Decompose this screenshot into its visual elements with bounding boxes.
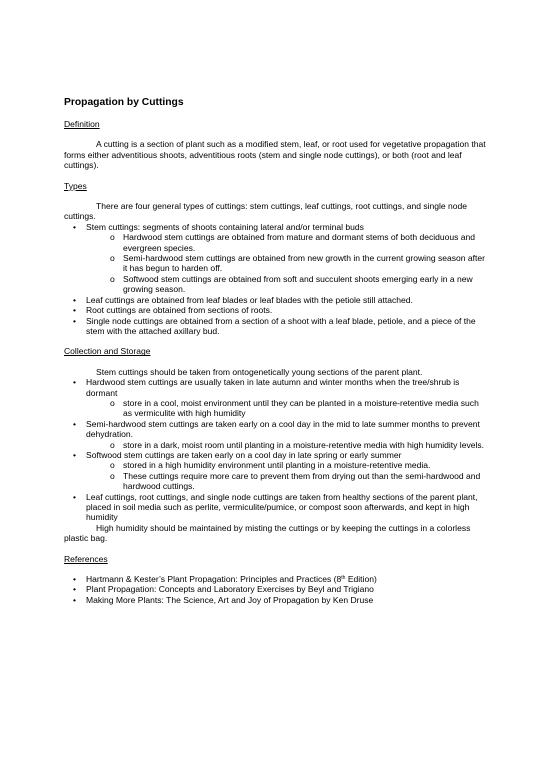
collection-list xyxy=(64,377,489,523)
reference-item-hartmann xyxy=(64,574,489,584)
list-item-text: Softwood stem cuttings are obtained from soft and succulent shoots emerging early in a new growing season. xyxy=(123,273,473,295)
bullet-icon: • xyxy=(73,491,76,502)
sub-bullet-icon: o xyxy=(110,439,115,450)
reference-text: Making More Plants: The Science, Art and Joy of Propagation by Ken Druse xyxy=(86,594,374,605)
list-item-text: store in a cool, moist environment until they can be planted in a moisture-retentive media such as vermiculite with high humidity xyxy=(123,397,479,419)
types-list xyxy=(64,222,489,336)
types-heading: Types xyxy=(64,180,87,191)
references-heading: References xyxy=(64,553,108,564)
sub-bullet-icon: o xyxy=(110,232,115,243)
bullet-icon: • xyxy=(73,584,76,595)
list-item-leaf-cuttings xyxy=(64,295,489,305)
humidity-paragraph: High humidity should be maintained by misting the cuttings or by keeping the cuttings in a colorless plastic bag. xyxy=(64,522,471,544)
reference-text: Plant Propagation: Concepts and Laboratory Exercises by Beyl and Trigiano xyxy=(86,584,374,595)
superscript-th: th xyxy=(341,575,346,582)
reference-text: Hartmann & Kester’s Plant Propagation: Principles and Practices (8th Edition) xyxy=(86,574,377,585)
list-item-text: Softwood stem cuttings are taken early on a cool day in late spring or early summer xyxy=(86,449,402,460)
definition-heading: Definition xyxy=(64,119,100,129)
sub-bullet-icon: o xyxy=(110,460,115,471)
sub-list-item-softwood xyxy=(64,274,489,295)
list-item-text: stored in a high humidity environment until planting in a moisture-retentive media. xyxy=(123,460,431,471)
definition-paragraph: A cutting is a section of plant such as a modified stem, leaf, or root used for vegetative propagation that forms either adventitious shoots, adventitious roots (stem and single node cuttings), or both (root and leaf cuttings). xyxy=(64,139,486,171)
bullet-icon: • xyxy=(73,418,76,429)
sub-list-item-semi-hardwood-storage xyxy=(64,440,489,450)
reference-item-druse xyxy=(64,595,489,605)
references-list xyxy=(64,574,489,605)
list-item-softwood-collection xyxy=(64,450,489,460)
reference-item-beyl xyxy=(64,584,489,594)
sub-list-item-hardwood-storage xyxy=(64,398,489,419)
bullet-icon: • xyxy=(73,574,76,585)
sub-bullet-icon: o xyxy=(110,253,115,264)
collection-heading: Collection and Storage xyxy=(64,346,151,357)
bullet-icon: • xyxy=(73,315,76,326)
sub-list-item-softwood-storage xyxy=(64,460,489,470)
bullet-icon: • xyxy=(73,294,76,305)
bullet-icon: • xyxy=(73,305,76,316)
page-title: Propagation by Cuttings xyxy=(64,97,184,108)
list-item-other-cuttings-collection xyxy=(64,492,489,523)
list-item-text: Hardwood stem cuttings are obtained from mature and dormant stems of both deciduous and evergreen species. xyxy=(123,232,476,253)
bullet-icon: • xyxy=(73,221,76,232)
collection-intro-paragraph: Stem cuttings should be taken from ontogenetically young sections of the parent plant. xyxy=(96,366,423,377)
list-item-text: Single node cuttings are obtained from a section of a shoot with a leaf blade, petiole, and a piece of the stem with the attached axillary bud. xyxy=(86,315,476,336)
list-item-single-node-cuttings xyxy=(64,316,489,337)
bullet-icon: • xyxy=(73,449,76,460)
sub-bullet-icon: o xyxy=(110,397,115,408)
sub-list-item-hardwood xyxy=(64,232,489,253)
bullet-icon: • xyxy=(73,377,76,388)
sub-bullet-icon: o xyxy=(110,470,115,481)
list-item-text: store in a dark, moist room until planting in a moisture-retentive media with high humidity levels. xyxy=(123,439,485,450)
list-item-text: These cuttings require more care to prevent them from drying out than the semi-hardwood and hardwood cuttings. xyxy=(123,470,481,492)
list-item-text: Root cuttings are obtained from sections of roots. xyxy=(86,305,273,316)
sub-list-item-softwood-care xyxy=(64,471,489,492)
bullet-icon: • xyxy=(73,594,76,605)
list-item-text: Leaf cuttings are obtained from leaf blades or leaf blades with the petiole still attached. xyxy=(86,294,413,305)
list-item-text: Semi-hardwood stem cuttings are taken early on a cool day in the mid to late summer months to prevent dehydration. xyxy=(86,418,480,440)
list-item-text: Stem cuttings: segments of shoots containing lateral and/or terminal buds xyxy=(86,221,364,232)
types-intro-paragraph: There are four general types of cuttings: stem cuttings, leaf cuttings, root cuttings, and single node cuttings. xyxy=(64,201,468,222)
list-item-hardwood-collection xyxy=(64,377,489,398)
list-item-text: Semi-hardwood stem cuttings are obtained from new growth in the current growing season after it has begun to harden off. xyxy=(123,253,486,274)
document-content xyxy=(64,97,489,605)
list-item-stem-cuttings xyxy=(64,222,489,232)
list-item-semi-hardwood-collection xyxy=(64,419,489,440)
list-item-root-cuttings xyxy=(64,305,489,315)
list-item-text: Leaf cuttings, root cuttings, and single node cuttings are taken from healthy sections of the parent plant, placed in soil media such as perlite, vermiculite/pumice, or compost soon afterwards, and kept in high humidity xyxy=(86,491,478,523)
sub-bullet-icon: o xyxy=(110,273,115,284)
list-item-text: Hardwood stem cuttings are usually taken in late autumn and winter months when the tree/shrub is dormant xyxy=(86,377,460,398)
sub-list-item-semi-hardwood xyxy=(64,253,489,274)
